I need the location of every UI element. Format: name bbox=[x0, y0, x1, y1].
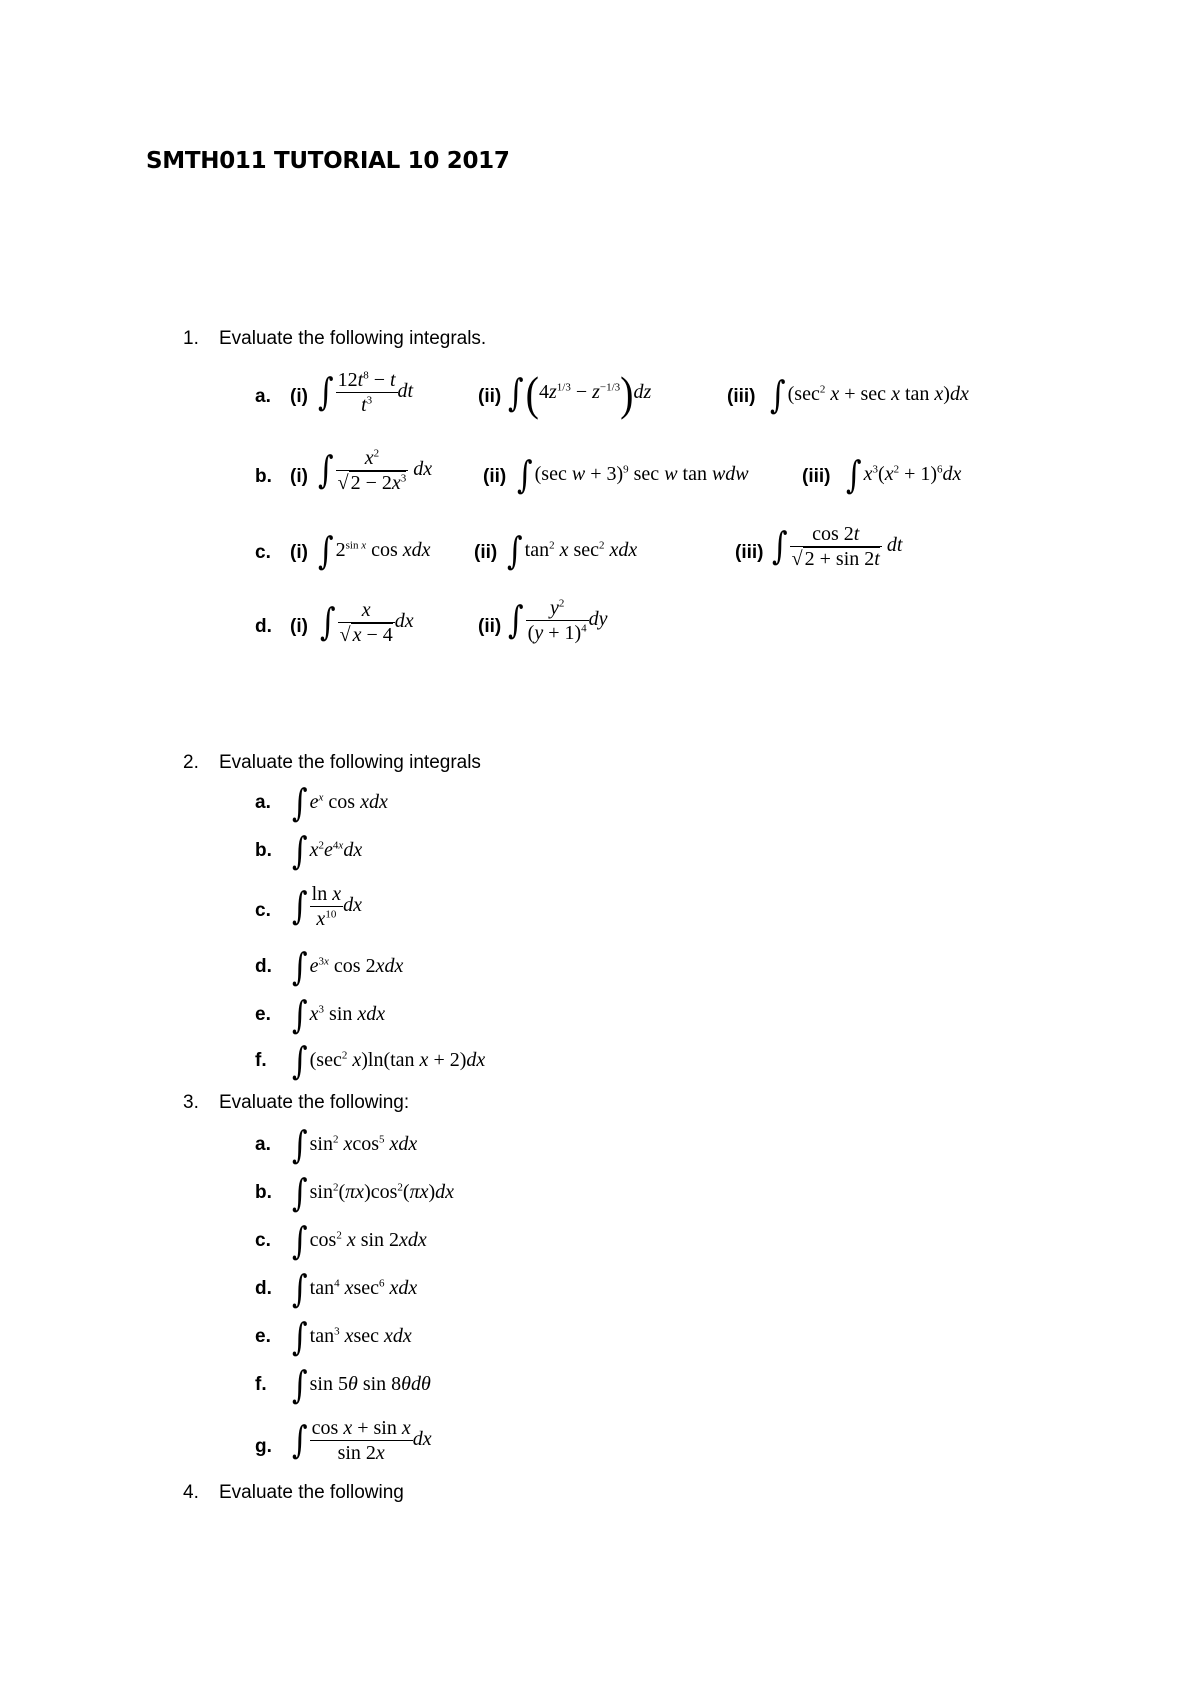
question-4-number: 4. bbox=[183, 1482, 199, 1503]
q1-part-c-label: c. bbox=[255, 542, 271, 563]
q1a-i-label: (i) bbox=[290, 386, 308, 407]
q3c-integral: ∫ $\cos^2 x$ sin 2xdx bbox=[292, 1219, 427, 1264]
q1b-iii-integral: ∫ $x^3(x^2 + 1)^6dx$ bbox=[846, 453, 962, 498]
q1-part-d-label: d. bbox=[255, 616, 272, 637]
q2b-integral: ∫ $x^2e^{4x}dx$ bbox=[292, 829, 363, 874]
q1b-i-label: (i) bbox=[290, 466, 308, 487]
q1a-ii-integral: $\int(4z^{1/3} - z^{-1/3})dz$ bbox=[508, 366, 652, 421]
q3g-integral: ∫ $\frac{\text{cos x + sin x}}{\sin 2x}$ dx bbox=[292, 1417, 432, 1464]
q3-part-b-label: b. bbox=[255, 1182, 272, 1203]
q2-part-b-label: b. bbox=[255, 840, 272, 861]
q1c-i-label: (i) bbox=[290, 542, 308, 563]
q2f-integral: ∫ ($\sec^2$ x)ln(tan x + 2)dx bbox=[292, 1039, 486, 1084]
q3-part-a-label: a. bbox=[255, 1134, 271, 1155]
q2-part-f-label: f. bbox=[255, 1050, 267, 1071]
q2-part-d-label: d. bbox=[255, 956, 272, 977]
q1c-i-integral: ∫ $2^{sin x}$ cos xdx bbox=[318, 529, 431, 574]
q2d-integral: ∫ $e^{3x}$ cos 2xdx bbox=[292, 945, 404, 990]
q3-part-c-label: c. bbox=[255, 1230, 271, 1251]
q1c-ii-label: (ii) bbox=[474, 542, 498, 563]
q2-part-c-label: c. bbox=[255, 900, 271, 921]
q1d-i-label: (i) bbox=[290, 616, 308, 637]
q1b-iii-label: (iii) bbox=[802, 466, 831, 487]
q1c-iii-label: (iii) bbox=[735, 542, 764, 563]
q3-part-d-label: d. bbox=[255, 1278, 272, 1299]
q1d-ii-label: (ii) bbox=[478, 616, 502, 637]
question-1-text: Evaluate the following integrals. bbox=[219, 328, 487, 349]
q1-part-a-label: a. bbox=[255, 386, 271, 407]
q3a-integral: ∫ $\sin^2 xcos^5$ xdx bbox=[292, 1123, 418, 1168]
q1b-ii-integral: ∫ (sec w + 3)$^9$ sec w tan wdw bbox=[517, 453, 749, 498]
q3f-integral: ∫ sin 5θ sin 8θdθ bbox=[292, 1363, 431, 1408]
q3e-integral: ∫ $\tan^3 xsec$ xdx bbox=[292, 1315, 412, 1360]
question-2-number: 2. bbox=[183, 752, 199, 773]
q1-part-b-label: b. bbox=[255, 466, 272, 487]
q2c-integral: ∫ $\frac{\text{ln x}}{x^{10}}$ dx bbox=[292, 883, 362, 930]
page-title: SMTH011 TUTORIAL 10 2017 bbox=[146, 148, 510, 174]
q1b-ii-label: (ii) bbox=[483, 466, 507, 487]
q2e-integral: ∫ $x^3$ sin xdx bbox=[292, 993, 386, 1038]
q1c-iii-integral: ∫ $\frac{\cos 2t}{√ 2 + \sin 2t}$ dt bbox=[772, 523, 903, 570]
q1d-i-integral: ∫ $\frac{x}{√ x - 4}$ dx bbox=[320, 599, 414, 646]
question-3-text: Evaluate the following: bbox=[219, 1092, 410, 1113]
q2-part-e-label: e. bbox=[255, 1004, 271, 1025]
q1a-iii-label: (iii) bbox=[727, 386, 756, 407]
q2a-integral: ∫ $e^x$ cos xdx bbox=[292, 781, 388, 826]
q1a-ii-label: (ii) bbox=[478, 386, 502, 407]
q3-part-g-label: g. bbox=[255, 1436, 272, 1457]
q1a-iii-integral: ∫ ($\sec^2$ x + sec x tan x)dx bbox=[770, 373, 969, 418]
q2-part-a-label: a. bbox=[255, 792, 271, 813]
q3-part-e-label: e. bbox=[255, 1326, 271, 1347]
q3-part-f-label: f. bbox=[255, 1374, 267, 1395]
question-3-number: 3. bbox=[183, 1092, 199, 1113]
question-1-number: 1. bbox=[183, 328, 199, 349]
q1a-i-integral: ∫ $\frac{12t^8 - t}{t^3}$ dt bbox=[318, 369, 414, 416]
question-2-text: Evaluate the following integrals bbox=[219, 752, 481, 773]
q1c-ii-integral: ∫ $\tan^2 x$ $\sec^2$ xdx bbox=[507, 529, 638, 574]
q3d-integral: ∫ $\tan^4 xsec^6$ xdx bbox=[292, 1267, 418, 1312]
question-4-text: Evaluate the following bbox=[219, 1482, 404, 1503]
q1b-i-integral: ∫ $\frac{x^2}{√ 2 - 2x^3}$ dx bbox=[318, 447, 433, 494]
q3b-integral: ∫ $\sin^2(\pi x)\cos^2(\pi x)dx$ bbox=[292, 1171, 455, 1216]
q1d-ii-integral: ∫ $\frac{y^2}{(y + 1)^4}$ dy bbox=[508, 597, 608, 644]
